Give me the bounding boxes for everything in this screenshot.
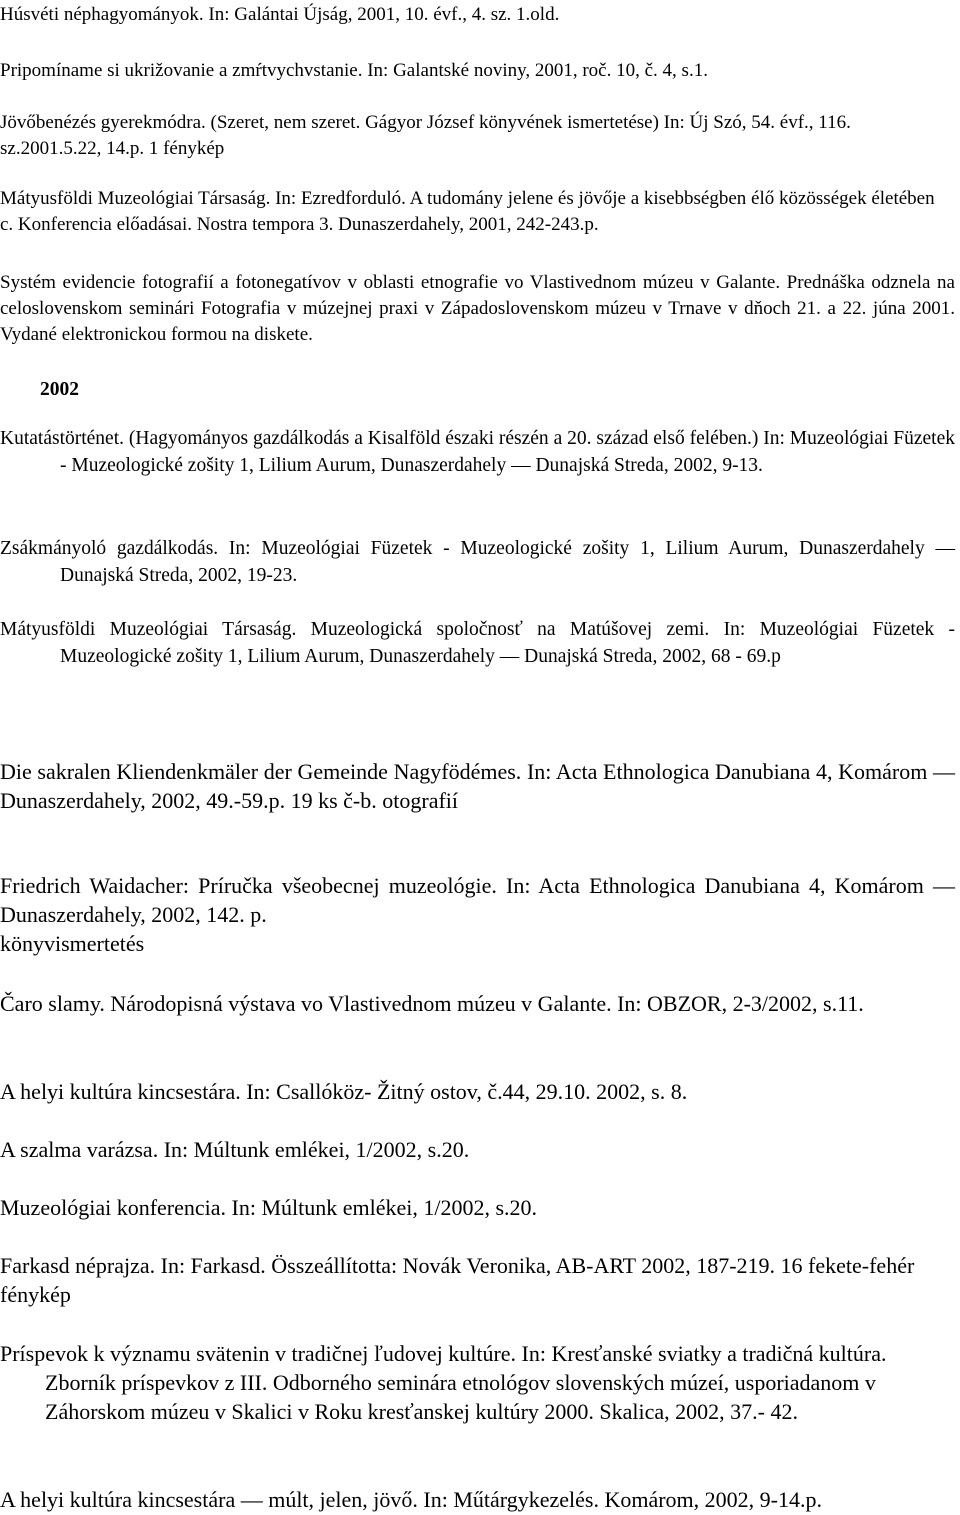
bibliography-entry: Farkasd néprajza. In: Farkasd. Összeállította: Novák Veronika, AB-ART 2002, 187-219. 16 fekete-fehér fénykép (0, 1253, 915, 1307)
bibliography-entry: Húsvéti néphagyományok. In: Galántai Újság, 2001, 10. évf., 4. sz. 1.old. (0, 4, 560, 25)
bibliography-entry: Kutatástörténet. (Hagyományos gazdálkodás a Kisalföld északi részén a 20. század első felében.) In: Muzeológiai Füzetek - Muzeologické zošity 1, Lilium Aurum, Dunaszerdahely ― Dunajská Streda, 2002, 9-13. (0, 428, 955, 476)
bibliography-entry: A szalma varázsa. In: Múltunk emlékei, 1/2002, s.20. (0, 1137, 470, 1162)
bibliography-entry: A helyi kultúra kincsestára. In: Csallóköz- Žitný ostov, č.44, 29.10. 2002, s. 8. (0, 1079, 688, 1104)
bibliography-entry: Príspevok k významu svätenin v tradičnej ľudovej kultúre. In: Kresťanské sviatky a tradičná kultúra. Zborník príspevkov z III. Odborného seminára etnológov slovenských múzeí, usporiadanom v Záhorskom múzeu v Skalici v Roku kresťanskej kultúry 2000. Skalica, 2002, 37.- 42. (0, 1341, 887, 1424)
bibliography-entry: könyvismertetés (0, 931, 145, 956)
bibliography-entry: Čaro slamy. Národopisná výstava vo Vlastivednom múzeu v Galante. In: OBZOR, 2-3/2002, s.11. (0, 991, 864, 1016)
bibliography-entry: Friedrich Waidacher: Príručka všeobecnej muzeológie. In: Acta Ethnologica Danubiana 4, Komárom ― Dunaszerdahely, 2002, 142. p. (0, 873, 955, 927)
bibliography-entry: Jövőbenézés gyerekmódra. (Szeret, nem szeret. Gágyor József könyvének ismertetése) In: Új Szó, 54. évf., 116. sz.2001.5.22, 14.p. 1 fénykép (0, 112, 851, 159)
bibliography-entry: Systém evidencie fotografií a fotonegatívov v oblasti etnografie vo Vlastivednom múzeu v Galante. Prednáška odznela na celoslovenskom seminári Fotografia v múzejnej praxi v Západoslovenskom múzeu v Trnave v dňoch 21. a 22. júna 2001. Vydané elektronickou formou na diskete. (0, 272, 955, 345)
bibliography-entry: Muzeológiai konferencia. In: Múltunk emlékei, 1/2002, s.20. (0, 1195, 538, 1220)
bibliography-entry: Mátyusföldi Muzeológiai Társaság. Muzeologická spoločnosť na Matúšovej zemi. In: Muzeológiai Füzetek - Muzeologické zošity 1, Lilium Aurum, Dunaszerdahely ― Dunajská Streda, 2002, 68 - 69.p (0, 619, 955, 667)
bibliography-entry: A helyi kultúra kincsestára ― múlt, jelen, jövő. In: Műtárgykezelés. Komárom, 2002, 9-14.p. (0, 1487, 822, 1512)
bibliography-entry: Zsákmányoló gazdálkodás. In: Muzeológiai Füzetek - Muzeologické zošity 1, Lilium Aurum, Dunaszerdahely ― Dunajská Streda, 2002, 19-23. (0, 538, 955, 586)
bibliography-entry: Mátyusföldi Muzeológiai Társaság. In: Ezredforduló. A tudomány jelene és jövője a kisebbségben élő közösségek életében c. Konferencia előadásai. Nostra tempora 3. Dunaszerdahely, 2001, 242-243.p. (0, 188, 935, 235)
year-heading: 2002 (40, 379, 79, 400)
bibliography-entry: Pripomíname si ukrižovanie a zmŕtvychvstanie. In: Galantské noviny, 2001, roč. 10, č. 4, s.1. (0, 60, 708, 81)
bibliography-entry: Die sakralen Kliendenkmäler der Gemeinde Nagyfödémes. In: Acta Ethnologica Danubiana 4, Komárom ― Dunaszerdahely, 2002, 49.-59.p. 19 ks č-b. otografií (0, 759, 955, 813)
